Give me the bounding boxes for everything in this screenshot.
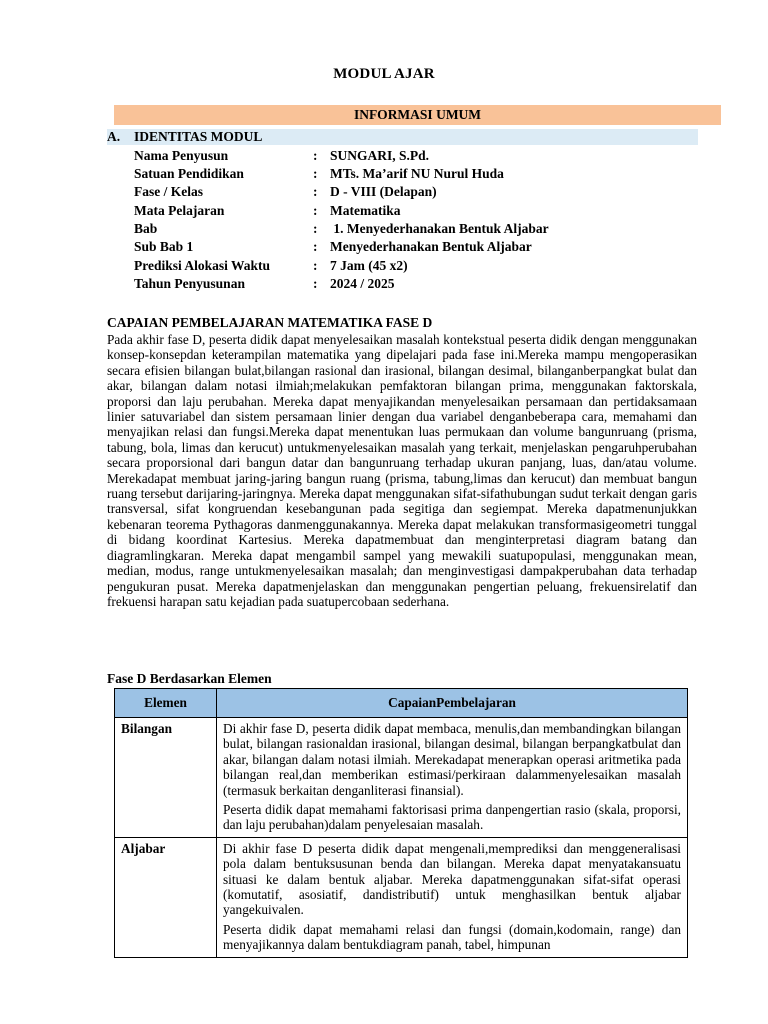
field-colon: : bbox=[313, 148, 318, 163]
capaian-paragraph: Peserta didik dapat memahami faktorisasi prima danpengertian rasio (skala, proporsi, dan laju perubahan)dalam penyelesaian masalah. bbox=[223, 802, 681, 833]
elemen-cell: Bilangan bbox=[115, 718, 217, 838]
field-colon: : bbox=[313, 203, 318, 218]
capaian-paragraph: Di akhir fase D peserta didik dapat mengenali,memprediksi dan menggeneralisasi pola dalam bentuksusunan benda dan bilangan. Mereka dapat menyatakansuatu situasi ke dalam bentuk aljabar. Mereka dapatmenggunakan sifat-sifat operasi (komutatif, asosiatif, dandistributif) untuk menghasilkan bentuk aljabar yangekuivalen. bbox=[223, 840, 681, 918]
fase-d-elemen-heading: Fase D Berdasarkan Elemen bbox=[107, 671, 272, 686]
table-row bbox=[115, 837, 688, 957]
section-bar-informasi-umum: INFORMASI UMUM bbox=[114, 105, 721, 125]
field-label: Tahun Penyusunan bbox=[134, 276, 245, 291]
field-colon: : bbox=[313, 276, 318, 291]
field-colon: : bbox=[313, 258, 318, 273]
capaian-pembelajaran-heading: CAPAIAN PEMBELAJARAN MATEMATIKA FASE D bbox=[107, 315, 433, 330]
column-header-capaian: CapaianPembelajaran bbox=[217, 689, 688, 718]
field-label: Mata Pelajaran bbox=[134, 203, 225, 218]
column-header-elemen: Elemen bbox=[115, 689, 217, 718]
field-colon: : bbox=[313, 166, 318, 181]
field-label: Nama Penyusun bbox=[134, 148, 229, 163]
field-value: 2024 / 2025 bbox=[330, 276, 395, 291]
capaian-cell bbox=[217, 837, 688, 957]
field-colon: : bbox=[313, 239, 318, 254]
field-value: 1. Menyederhanakan Bentuk Aljabar bbox=[330, 221, 549, 236]
elemen-cell: Aljabar bbox=[115, 837, 217, 957]
field-value: MTs. Ma’arif NU Nurul Huda bbox=[330, 166, 504, 181]
field-value: SUNGARI, S.Pd. bbox=[330, 148, 430, 163]
elemen-table bbox=[114, 688, 688, 958]
field-value: 7 Jam (45 x2) bbox=[330, 258, 408, 273]
field-value: D - VIII (Delapan) bbox=[330, 184, 437, 199]
field-label: Prediksi Alokasi Waktu bbox=[134, 258, 271, 273]
field-colon: : bbox=[313, 221, 318, 236]
field-label: Fase / Kelas bbox=[134, 184, 203, 199]
document-title: MODUL AJAR bbox=[333, 66, 435, 82]
field-value: Matematika bbox=[330, 203, 401, 218]
section-label: IDENTITAS MODUL bbox=[134, 129, 263, 144]
field-value: Menyederhanakan Bentuk Aljabar bbox=[330, 239, 532, 254]
field-label: Bab bbox=[134, 221, 158, 236]
capaian-paragraph: Di akhir fase D, peserta didik dapat membaca, menulis,dan membandingkan bilangan bulat, bilangan rasionaldan irasional, bilangan desimal, bilangan berpangkatbulat dan akar, bilangan dalam notasi ilmiah. Merekadapat menerapkan operasi aritmetika pada bilangan real,dan memberikan estimasi/perkiraan dalammenyelesaikan masalah (termasuk berkaitan denganliterasi finansial). bbox=[223, 721, 681, 798]
field-colon: : bbox=[313, 184, 318, 199]
field-label: Satuan Pendidikan bbox=[134, 166, 244, 181]
section-number: A. bbox=[107, 129, 121, 144]
identitas-modul-heading bbox=[107, 129, 698, 145]
capaian-cell bbox=[217, 718, 688, 838]
table-header-row bbox=[115, 689, 688, 718]
field-label: Sub Bab 1 bbox=[134, 239, 194, 254]
table-row bbox=[115, 718, 688, 838]
capaian-pembelajaran-paragraph: Pada akhir fase D, peserta didik dapat menyelesaikan masalah kontekstual peserta didik dengan menggunakan konsep-konsepdan keterampilan matematika yang dipelajari pada fase ini.Mereka mampu mengoperasikan secara efisien bilangan bulat,bilangan rasional dan irasional, bilangan desimal, bilanganberpangkat bulat dan akar, bilangan dalam notasi ilmiah;melakukan pemfaktoran bilangan prima, menggunakan faktorskala, proporsi dan laju perubahan. Mereka dapat menyajikandan menyelesaikan persamaan dan pertidaksamaan linier satuvariabel dan sistem persamaan linier dengan dua variabel denganbeberapa cara, memahami dan menyajikan relasi dan fungsi.Mereka dapat menentukan luas permukaan dan volume bangunruang (prisma, tabung, bola, limas dan kerucut) untukmenyelesaikan masalah yang terkait, menjelaskan pengaruhperubahan secara proporsional dari bangun datar dan bangunruang terhadap ukuran panjang, luas, dan/atau volume. Merekadapat membuat jaring-jaring bangun ruang (prisma, tabung,limas dan kerucut) dan membuat bangun ruang tersebut darijaring-jaringnya. Mereka dapat menggunakan sifat-sifathubungan sudut terkait dengan garis transversal, sifat kongruendan kesebangunan pada segitiga dan segiempat. Mereka dapatmenunjukkan kebenaran teorema Pythagoras danmenggunakannya. Mereka dapat melakukan transformasigeometri tunggal di bidang koordinat Kartesius. Mereka dapatmembuat dan menginterpretasi diagram batang dan diagramlingkaran. Mereka dapat mengambil sampel yang mewakili suatupopulasi, menggunakan mean, median, modus, range untukmenyelesaikan masalah; dan menginvestigasi dampakperubahan data terhadap pengukuran pusat. Mereka dapatmenjelaskan dan menggunakan pengertian peluang, frekuensirelatif dan frekuensi harapan satu kejadian pada suatupercobaan sederhana. bbox=[107, 332, 697, 609]
capaian-paragraph: Peserta didik dapat memahami relasi dan fungsi (domain,kodomain, range) dan menyajikannya dalam bentukdiagram panah, tabel, himpunan bbox=[223, 921, 681, 953]
